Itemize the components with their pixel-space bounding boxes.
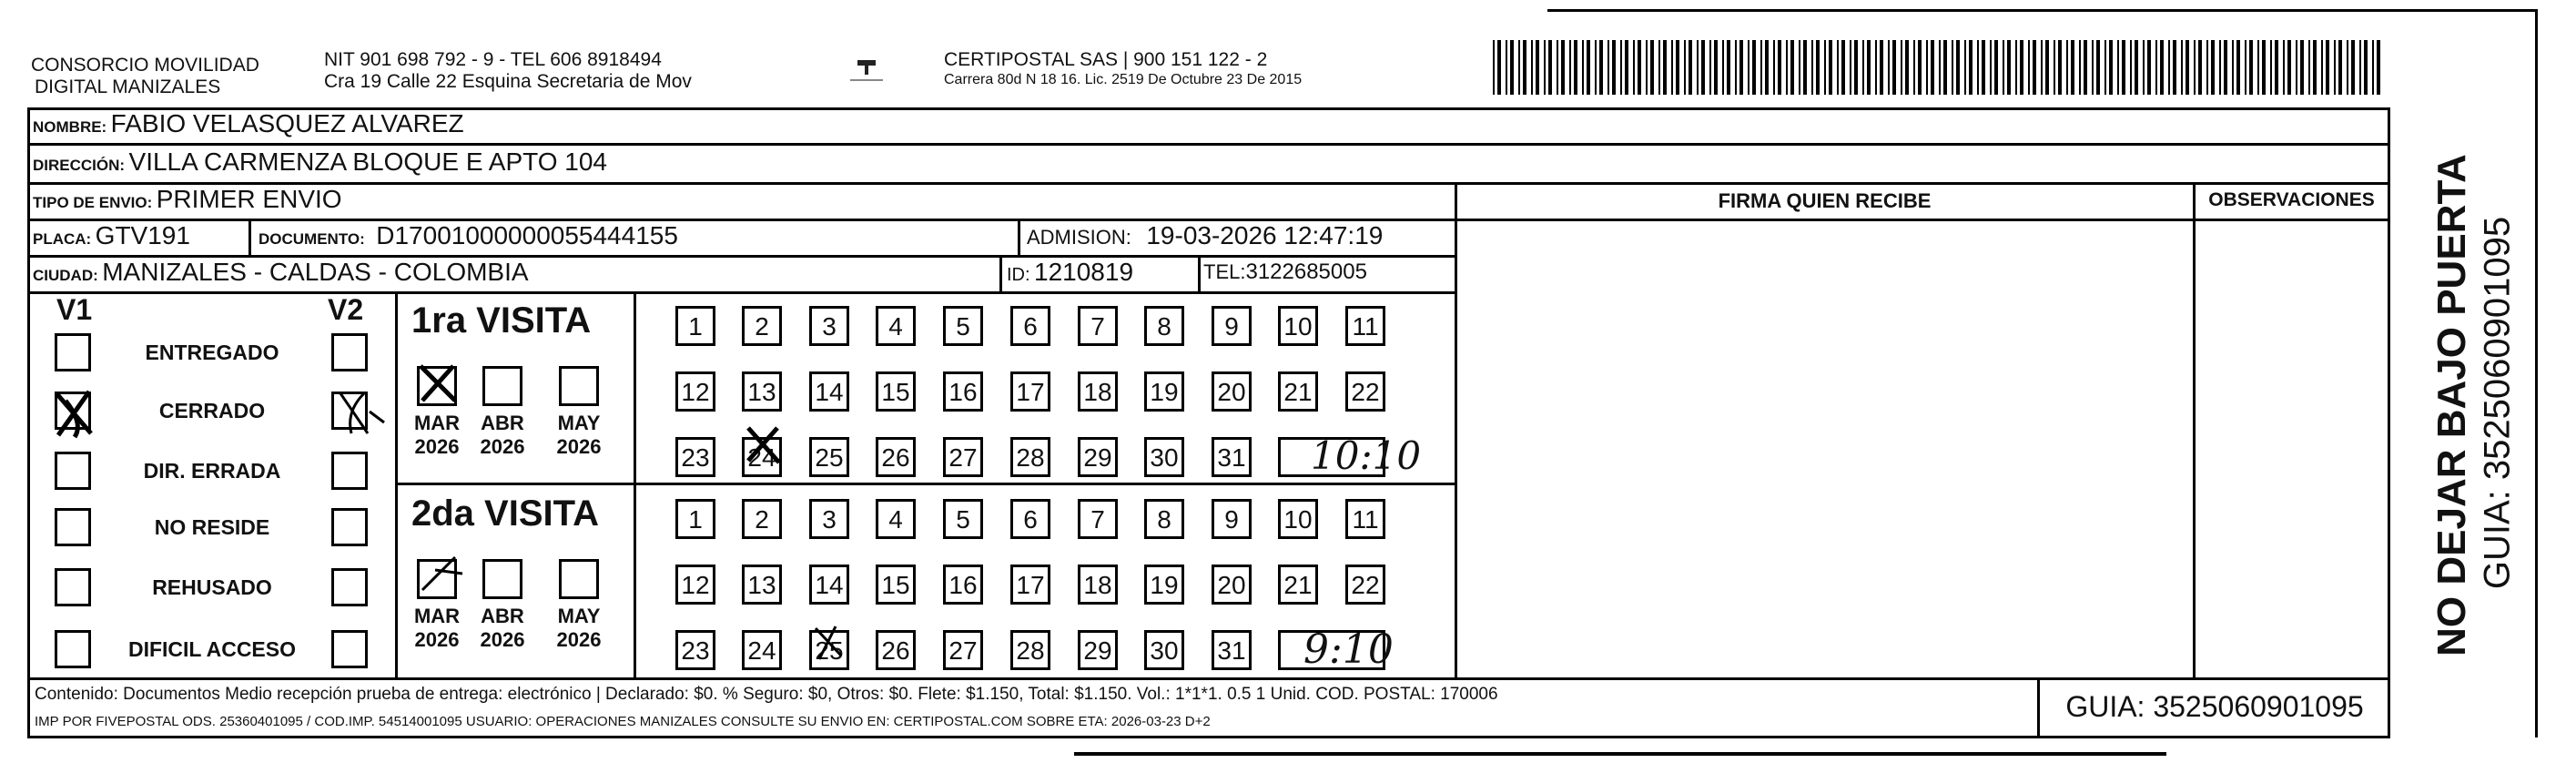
day-box[interactable]: 19 xyxy=(1144,371,1184,412)
year-label: 2026 xyxy=(556,628,602,651)
day-box[interactable]: 21 xyxy=(1278,371,1318,412)
direccion-value: VILLA CARMENZA BLOQUE E APTO 104 xyxy=(128,148,607,176)
nombre-label: NOMBRE: xyxy=(33,118,107,136)
day-box[interactable]: 17 xyxy=(1010,371,1050,412)
day-box[interactable]: 23 xyxy=(675,437,715,477)
day-box[interactable]: 3 xyxy=(809,306,849,346)
admision-label: ADMISION: xyxy=(1027,226,1131,249)
day-box[interactable]: 2 xyxy=(742,499,782,539)
footer-imp: IMP POR FIVEPOSTAL ODS. 25360401095 / COD.IMP. 54514001095 USUARIO: OPERACIONES MANIZALES CONSULTE SU ENVIO EN: CERTIPOSTAL.COM SOBRE ETA: 2026-03-23 D+2 xyxy=(35,714,1211,729)
status-option-label: REHUSADO xyxy=(152,575,272,599)
day-box[interactable]: 14 xyxy=(809,565,849,605)
side-panel xyxy=(2403,137,2530,656)
status-option-label: CERRADO xyxy=(158,399,266,422)
footer-contenido: Contenido: Documentos Medio recepción prueba de entrega: electrónico | Declarado: $0. % Seguro: $0, Otros: $0. Flete: $1.150, Total: $1.150. Vol.: 1*1*1. 0.5 1 Unid. COD. POSTAL: 170006 xyxy=(35,685,1498,704)
footer-guia: GUIA: 3525060901095 xyxy=(2065,690,2364,723)
day-box[interactable]: 26 xyxy=(876,630,916,670)
handwritten-time-1: 10:10 xyxy=(1311,433,1422,478)
observaciones-header: OBSERVACIONES xyxy=(2208,189,2375,210)
day-box[interactable]: 1 xyxy=(675,306,715,346)
tipo-label: TIPO DE ENVIO: xyxy=(33,194,153,211)
month-label: MAY xyxy=(557,605,601,627)
day-box[interactable]: 30 xyxy=(1144,630,1184,670)
day-box[interactable]: 19 xyxy=(1144,565,1184,605)
day-box[interactable]: 24 xyxy=(742,437,782,477)
day-box[interactable]: 22 xyxy=(1345,371,1385,412)
day-box[interactable]: 8 xyxy=(1144,306,1184,346)
day-box[interactable]: 4 xyxy=(876,306,916,346)
status-option-label: DIFICIL ACCESO xyxy=(127,637,296,661)
courier-line1: CERTIPOSTAL SAS | 900 151 122 - 2 xyxy=(944,49,1268,70)
day-box[interactable]: 10 xyxy=(1278,306,1318,346)
day-box[interactable]: 6 xyxy=(1010,499,1050,539)
admision-value: 19-03-2026 12:47:19 xyxy=(1146,221,1384,249)
visit-title: 2da VISITA xyxy=(411,493,599,534)
day-box[interactable]: 25 xyxy=(809,437,849,477)
day-box[interactable]: 29 xyxy=(1078,630,1118,670)
day-box[interactable]: 14 xyxy=(809,371,849,412)
day-box[interactable]: 16 xyxy=(943,371,983,412)
day-box[interactable]: 20 xyxy=(1212,371,1252,412)
org-line2: DIGITAL MANIZALES xyxy=(35,76,221,97)
day-box[interactable]: 5 xyxy=(943,499,983,539)
direccion-label: DIRECCIÓN: xyxy=(33,157,126,174)
year-label: 2026 xyxy=(480,435,525,458)
day-box[interactable]: 5 xyxy=(943,306,983,346)
day-box[interactable]: 26 xyxy=(876,437,916,477)
placa-value: GTV191 xyxy=(95,221,190,249)
day-box[interactable]: 29 xyxy=(1078,437,1118,477)
day-box[interactable]: 17 xyxy=(1010,565,1050,605)
handwritten-time-2: 9:10 xyxy=(1303,626,1394,673)
day-box[interactable]: 12 xyxy=(675,371,715,412)
id-label: ID: xyxy=(1007,265,1030,285)
day-box[interactable]: 16 xyxy=(943,565,983,605)
side-warning: NO DEJAR BAJO PUERTA xyxy=(2429,154,2474,656)
tel-value: 3122685005 xyxy=(1245,259,1367,284)
day-box[interactable]: 2 xyxy=(742,306,782,346)
day-box[interactable]: 18 xyxy=(1078,371,1118,412)
day-box[interactable]: 15 xyxy=(876,565,916,605)
day-box[interactable]: 4 xyxy=(876,499,916,539)
year-label: 2026 xyxy=(480,628,525,651)
day-box[interactable]: 13 xyxy=(742,371,782,412)
v1-header: V1 xyxy=(56,293,93,326)
nit-line2: Cra 19 Calle 22 Esquina Secretaria de Mov xyxy=(324,71,692,92)
day-box[interactable]: 18 xyxy=(1078,565,1118,605)
documento-value: D17001000000055444155 xyxy=(376,221,678,249)
month-label: MAY xyxy=(557,412,601,434)
status-option-label: DIR. ERRADA xyxy=(143,459,281,483)
day-box[interactable]: 28 xyxy=(1010,630,1050,670)
day-box[interactable]: 7 xyxy=(1078,306,1118,346)
day-box[interactable]: 11 xyxy=(1345,306,1385,346)
day-box[interactable]: 7 xyxy=(1078,499,1118,539)
firma-header: FIRMA QUIEN RECIBE xyxy=(1718,189,1932,212)
month-label: MAR xyxy=(413,412,461,434)
day-box[interactable]: 20 xyxy=(1212,565,1252,605)
placa-label: PLACA: xyxy=(33,230,92,248)
documento-label: DOCUMENTO: xyxy=(259,230,365,248)
year-label: 2026 xyxy=(556,435,602,458)
year-label: 2026 xyxy=(414,628,460,651)
day-box[interactable]: 28 xyxy=(1010,437,1050,477)
day-box[interactable]: 1 xyxy=(675,499,715,539)
day-box[interactable]: 21 xyxy=(1278,565,1318,605)
day-box[interactable]: 10 xyxy=(1278,499,1318,539)
day-box[interactable]: 31 xyxy=(1212,630,1252,670)
nombre-value: FABIO VELASQUEZ ALVAREZ xyxy=(110,109,464,137)
day-box[interactable]: 11 xyxy=(1345,499,1385,539)
day-box[interactable]: 3 xyxy=(809,499,849,539)
ciudad-label: CIUDAD: xyxy=(33,267,98,284)
day-box[interactable]: 27 xyxy=(943,437,983,477)
month-label: MAR xyxy=(413,605,461,627)
day-box[interactable]: 13 xyxy=(742,565,782,605)
status-option-label: NO RESIDE xyxy=(154,515,270,539)
tel-label: TEL: xyxy=(1203,260,1246,283)
id-value: 1210819 xyxy=(1034,258,1134,286)
day-box[interactable]: 30 xyxy=(1144,437,1184,477)
org-line1: CONSORCIO MOVILIDAD xyxy=(31,55,259,76)
ciudad-value: MANIZALES - CALDAS - COLOMBIA xyxy=(102,258,529,286)
day-box[interactable]: 23 xyxy=(675,630,715,670)
day-box[interactable]: 31 xyxy=(1212,437,1252,477)
day-box[interactable]: 8 xyxy=(1144,499,1184,539)
day-box[interactable]: 25 xyxy=(809,630,849,670)
day-box[interactable]: 6 xyxy=(1010,306,1050,346)
side-guia: GUIA: 3525060901095 xyxy=(2477,216,2518,590)
day-box[interactable]: 24 xyxy=(742,630,782,670)
courier-line2: Carrera 80d N 18 16. Lic. 2519 De Octubre 23 De 2015 xyxy=(944,72,1303,87)
day-box[interactable]: 27 xyxy=(943,630,983,670)
day-box[interactable]: 9 xyxy=(1212,499,1252,539)
v2-header: V2 xyxy=(328,293,364,326)
year-label: 2026 xyxy=(414,435,460,458)
day-box[interactable]: 12 xyxy=(675,565,715,605)
month-label: ABR xyxy=(481,605,524,627)
tipo-value: PRIMER ENVIO xyxy=(156,185,342,213)
day-box[interactable]: 9 xyxy=(1212,306,1252,346)
status-option-label: ENTREGADO xyxy=(145,341,279,364)
day-box[interactable]: 15 xyxy=(876,371,916,412)
month-label: ABR xyxy=(481,412,524,434)
visit-title: 1ra VISITA xyxy=(411,300,592,341)
nit-line1: NIT 901 698 792 - 9 - TEL 606 8918494 xyxy=(324,49,662,70)
day-box[interactable]: 22 xyxy=(1345,565,1385,605)
